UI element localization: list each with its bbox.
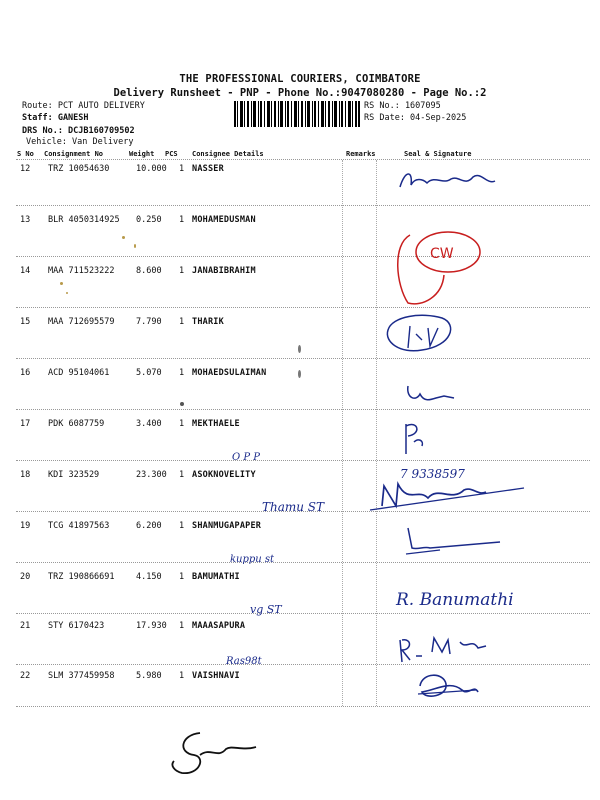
row-consignment: BLR 4050314925 <box>48 215 120 225</box>
table-row <box>0 671 600 683</box>
row-pcs: 1 <box>179 671 185 681</box>
row-weight: 3.400 <box>136 419 162 429</box>
signature-row-18 <box>368 476 528 518</box>
col-pcs: PCS <box>165 150 178 158</box>
row-consignment: MAA 712695579 <box>48 317 115 327</box>
row-consignment: TRZ 10054630 <box>48 164 110 174</box>
col-consignee: Consignee Details <box>192 150 264 158</box>
row-consignment: KDI 323529 <box>48 470 100 480</box>
drs-number: DRS No.: DCJB160709502 <box>22 126 135 136</box>
scan-speck <box>298 345 301 353</box>
handwritten-vg: vg ST <box>250 603 282 616</box>
handwritten-opp: O P P <box>232 452 261 463</box>
row-sno: 15 <box>20 317 31 327</box>
scan-speck <box>122 236 125 239</box>
row-sno: 21 <box>20 621 31 631</box>
signature-row-14 <box>382 225 502 310</box>
row-weight: 5.980 <box>136 671 162 681</box>
row-consignee: MEKTHAELE <box>192 419 240 429</box>
row-weight: 23.300 <box>136 470 167 480</box>
table-divider <box>16 256 590 257</box>
staff-label: Staff: GANESH <box>22 113 89 123</box>
signature-row-15 <box>382 310 462 356</box>
row-weight: 7.790 <box>136 317 162 327</box>
handwritten-kuppu: kuppu st <box>230 554 275 565</box>
table-row <box>0 521 600 533</box>
table-divider <box>16 613 590 614</box>
row-pcs: 1 <box>179 470 185 480</box>
col-remarks: Remarks <box>346 150 376 158</box>
row-pcs: 1 <box>179 521 185 531</box>
scan-speck <box>60 282 63 285</box>
row-consignment: TCG 41897563 <box>48 521 110 531</box>
row-weight: 8.600 <box>136 266 162 276</box>
table-divider <box>16 409 590 410</box>
row-consignee: MOHAEDSULAIMAN <box>192 368 267 378</box>
table-divider <box>16 307 590 308</box>
row-consignee: SHANMUGAPAPER <box>192 521 262 531</box>
table-row <box>0 317 600 329</box>
table-divider <box>16 205 590 206</box>
barcode <box>234 101 360 127</box>
row-weight: 4.150 <box>136 572 162 582</box>
signature-row-19 <box>400 520 510 560</box>
row-sno: 14 <box>20 266 31 276</box>
row-consignment: PDK 6087759 <box>48 419 105 429</box>
route-label: Route: PCT AUTO DELIVERY <box>22 101 145 111</box>
table-row <box>0 266 600 278</box>
handwritten-banumathi: R. Banumathi <box>396 590 514 610</box>
vehicle-label: Vehicle: Van Delivery <box>26 137 134 147</box>
table-row <box>0 164 600 176</box>
row-pcs: 1 <box>179 419 185 429</box>
col-consignment: Consignment No <box>44 150 104 158</box>
row-consignment: SLM 377459958 <box>48 671 115 681</box>
row-consignment: STY 6170423 <box>48 621 105 631</box>
table-divider <box>16 706 590 707</box>
row-pcs: 1 <box>179 368 185 378</box>
handwritten-num: 7 9338597 <box>400 467 465 481</box>
row-consignee: ASOKNOVELITY <box>192 470 256 480</box>
table-divider <box>16 562 590 563</box>
row-pcs: 1 <box>179 317 185 327</box>
row-weight: 17.930 <box>136 621 167 631</box>
scan-speck <box>298 370 301 378</box>
row-sno: 16 <box>20 368 31 378</box>
handwritten-ras: Ras98t <box>226 656 262 667</box>
table-row <box>0 621 600 633</box>
row-sno: 20 <box>20 572 31 582</box>
row-weight: 0.250 <box>136 215 162 225</box>
row-consignee: THARIK <box>192 317 224 327</box>
row-consignment: MAA 711523222 <box>48 266 115 276</box>
row-consignee: JANABIBRAHIM <box>192 266 256 276</box>
company-title: THE PROFESSIONAL COURIERS, COIMBATORE <box>179 73 421 85</box>
row-sno: 22 <box>20 671 31 681</box>
scan-speck <box>180 402 184 406</box>
row-pcs: 1 <box>179 164 185 174</box>
table-divider <box>16 358 590 359</box>
row-consignment: TRZ 190866691 <box>48 572 115 582</box>
row-consignment: ACD 95104061 <box>48 368 110 378</box>
signature-row-22 <box>410 666 490 706</box>
row-sno: 18 <box>20 470 31 480</box>
signature-row-12 <box>395 165 505 195</box>
row-consignee: VAISHNAVI <box>192 671 240 681</box>
runsheet-subtitle: Delivery Runsheet - PNP - Phone No.:9047080280 - Page No.:2 <box>113 87 487 99</box>
row-pcs: 1 <box>179 215 185 225</box>
scan-speck <box>66 292 68 294</box>
row-weight: 6.200 <box>136 521 162 531</box>
row-weight: 5.070 <box>136 368 162 378</box>
row-weight: 10.000 <box>136 164 167 174</box>
signature-row-17 <box>402 418 436 458</box>
col-weight: Weight <box>129 150 155 158</box>
col-sno: S No <box>17 150 34 158</box>
signature-row-16 <box>400 380 460 410</box>
row-consignee: BAMUMATHI <box>192 572 240 582</box>
row-consignee: MAAASAPURA <box>192 621 246 631</box>
row-consignee: MOHAMEDUSMAN <box>192 215 256 225</box>
cw-mark: CW <box>430 246 454 262</box>
handwritten-thamu: Thamu ST <box>262 500 325 514</box>
row-sno: 12 <box>20 164 31 174</box>
scan-speck <box>134 244 136 248</box>
row-pcs: 1 <box>179 621 185 631</box>
row-pcs: 1 <box>179 266 185 276</box>
table-divider <box>16 460 590 461</box>
row-sno: 13 <box>20 215 31 225</box>
table-row <box>0 419 600 431</box>
table-divider <box>16 159 590 160</box>
rs-date: RS Date: 04-Sep-2025 <box>364 113 467 123</box>
row-sno: 19 <box>20 521 31 531</box>
row-pcs: 1 <box>179 572 185 582</box>
row-sno: 17 <box>20 419 31 429</box>
table-row <box>0 215 600 227</box>
signature-row-21 <box>396 632 506 668</box>
row-consignee: NASSER <box>192 164 224 174</box>
table-row <box>0 572 600 584</box>
rs-number: RS No.: 1607095 <box>364 101 441 111</box>
driver-signature <box>160 725 280 785</box>
col-seal: Seal & Signature <box>404 150 472 158</box>
